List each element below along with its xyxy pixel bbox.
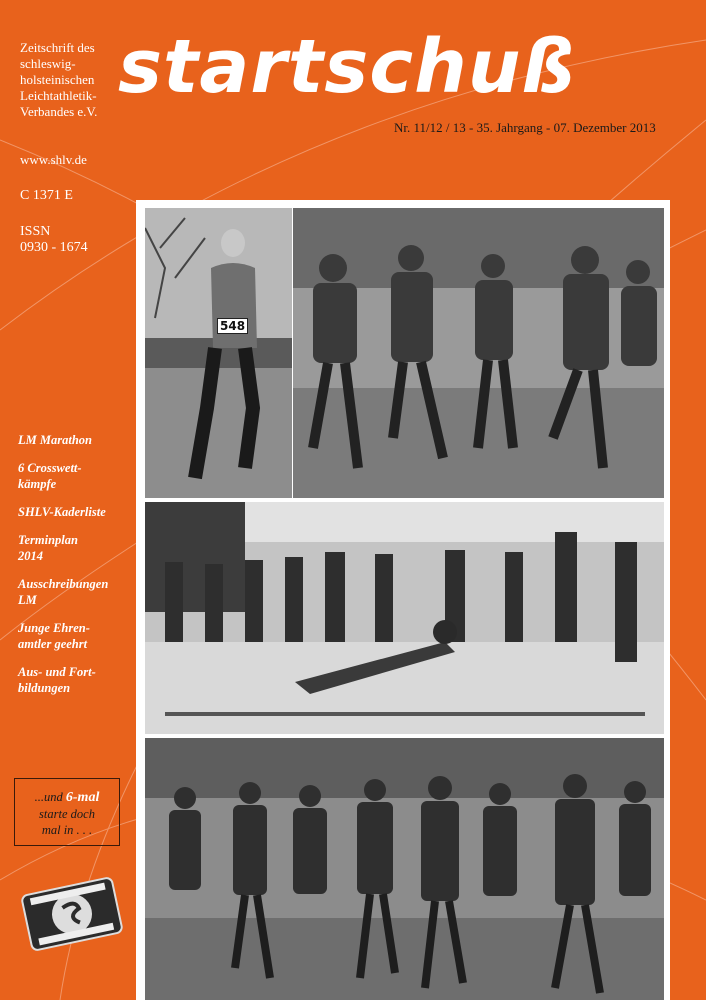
publisher-info — [20, 40, 140, 120]
photo-women-race — [145, 738, 664, 1000]
photo-runner-portrait — [145, 208, 292, 498]
publisher-line: schleswig- — [20, 56, 76, 71]
promo-emphasis: 6-mal — [65, 790, 100, 805]
promo-box — [14, 778, 120, 846]
toc-item: Ausschreibungen LM — [18, 577, 109, 607]
publisher-line: Zeitschrift des — [20, 40, 95, 55]
photo-collage — [136, 200, 670, 1000]
toc-item: SHLV-Kaderliste — [18, 505, 106, 519]
bib-number: 548 — [217, 318, 248, 334]
promo-line-3: mal in . . . — [41, 823, 93, 837]
promo-line-2: starte doch — [39, 807, 95, 821]
issn-block — [20, 224, 88, 256]
promo-line-1 — [15, 789, 119, 806]
photo-children-race — [293, 208, 664, 498]
photo-hall-exercise — [145, 502, 664, 734]
promo-prefix: ...und — [34, 790, 66, 804]
issn-label: ISSN — [20, 224, 51, 239]
issue-info: Nr. 11/12 / 13 - 35. Jahrgang - 07. Dezember 2013 — [394, 120, 656, 135]
website-url: www.shlv.de — [20, 152, 87, 167]
publisher-line: Leichtathletik- — [20, 88, 97, 103]
toc-item: Junge Ehren- amtler geehrt — [18, 621, 90, 651]
issn-number: 0930 - 1674 — [20, 240, 88, 255]
table-of-contents — [18, 432, 138, 708]
toc-item: Terminplan 2014 — [18, 533, 78, 563]
shlv-logo-icon — [20, 874, 124, 954]
masthead-title: startschuß — [118, 24, 576, 110]
publisher-line: Verbandes e.V. — [20, 104, 98, 119]
toc-item: Aus- und Fort- bildungen — [18, 665, 96, 695]
publisher-line: holsteinischen — [20, 72, 95, 87]
toc-item: 6 Crosswett- kämpfe — [18, 461, 82, 491]
toc-item: LM Marathon — [18, 433, 92, 447]
publication-code: C 1371 E — [20, 188, 73, 203]
